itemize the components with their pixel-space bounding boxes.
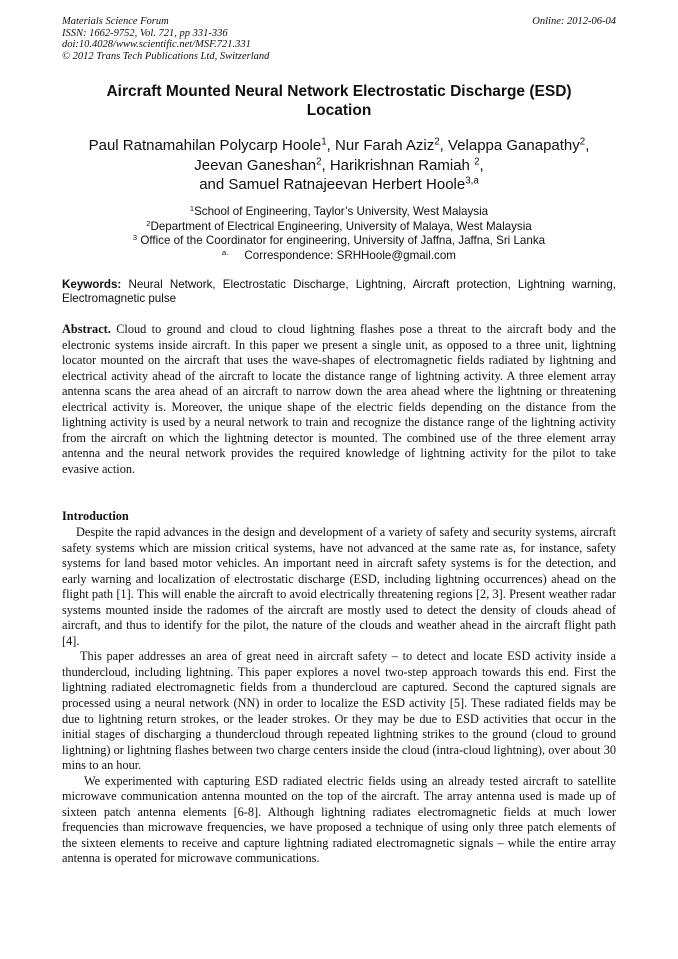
correspondence bbox=[62, 249, 616, 264]
affiliation-mark: 3 bbox=[132, 233, 138, 243]
online-date: Online: 2012-06-04 bbox=[532, 16, 616, 27]
journal-header bbox=[62, 16, 616, 62]
author-affil-mark: 2 bbox=[579, 136, 586, 148]
affiliation-3 bbox=[62, 234, 616, 249]
abstract bbox=[62, 322, 616, 477]
author-affil-mark: 2 bbox=[434, 136, 440, 148]
affiliation-text: Office of the Coordinator for engineering, University of Jaffna, Jaffna, Sri Lanka bbox=[140, 234, 546, 248]
author-line-3 bbox=[62, 175, 616, 195]
author-affil-mark: 1 bbox=[321, 136, 327, 148]
author-affil-mark: 2 bbox=[316, 156, 322, 168]
abstract-label: Abstract. bbox=[62, 322, 111, 336]
copyright-line: © 2012 Trans Tech Publications Ltd, Switzerland bbox=[62, 50, 270, 62]
correspondence-email: Correspondence: SRHHoole@gmail.com bbox=[244, 248, 456, 262]
author-conjunction: and bbox=[199, 176, 225, 193]
title-line-2: Location bbox=[306, 102, 372, 119]
correspondence-mark: a. bbox=[222, 247, 229, 257]
intro-paragraph-2: This paper addresses an area of great need in aircraft safety – to detect and locate ESD activity inside a thundercloud, including lightning. This paper explores a novel two-step approach towards this end. First the lightning radiated electromagnetic fields from a thundercloud are captured. Second the captured signals are processed using a neural network (NN) in order to localize the ESD activity [5]. These radiated fields may be due to lightning return strokes, or the leader strokes. Or they may be due to ESD activities that occur in the initial stages of discharging a thundercloud through repeated lightning strikes to the ground (cloud to ground lightning) or lightning flashes between two charge centers inside the cloud (intra-cloud lightning), over about 30 mins to an hour. bbox=[62, 649, 616, 773]
title-line-1: Aircraft Mounted Neural Network Electrostatic Discharge (ESD) bbox=[106, 83, 572, 100]
affiliation-1 bbox=[62, 205, 616, 220]
affiliations bbox=[62, 205, 616, 263]
author-name: Paul Ratnamahilan Polycarp Hoole bbox=[88, 137, 322, 154]
author-line-2: Jeevan Ganeshan$^2$, Harikrishnan Ramiah $^2$, bbox=[194, 156, 484, 174]
introduction-body bbox=[62, 525, 616, 867]
affiliation-text: School of Engineering, Taylor’s University, West Malaysia bbox=[194, 205, 489, 218]
introduction-heading: Introduction bbox=[62, 509, 129, 523]
author-name: Nur Farah Aziz bbox=[335, 137, 435, 154]
affiliation-mark: 1 bbox=[189, 203, 195, 213]
issn-line: ISSN: 1662-9752, Vol. 721, pp 331-336 bbox=[62, 27, 228, 39]
journal-name: Materials Science Forum bbox=[62, 16, 169, 27]
author-name: Velappa Ganapathy bbox=[448, 137, 580, 154]
keywords-text: Neural Network, Electrostatic Discharge, Lightning, Aircraft protection, Lightning warning, Electromagnetic pulse bbox=[62, 278, 616, 306]
doi-line: doi:10.4028/www.scientific.net/MSF.721.331 bbox=[62, 39, 251, 51]
affiliation-2 bbox=[62, 220, 616, 235]
paper-title bbox=[62, 82, 616, 120]
author-affil-mark: 2 bbox=[474, 156, 480, 168]
author-line-1: Paul Ratnamahilan Polycarp Hoole$^1$, Nur Farah Aziz$^2$, Velappa Ganapathy$^2$, bbox=[88, 136, 590, 154]
author-list bbox=[62, 136, 616, 195]
author-name: Samuel Ratnajeevan Herbert Hoole bbox=[228, 176, 466, 193]
keywords bbox=[62, 278, 616, 307]
affiliation-mark: 2 bbox=[146, 218, 151, 228]
intro-paragraph-1: Despite the rapid advances in the design and development of a variety of safety and security systems, aircraft safety systems which are mission critical systems, have not advanced at the same rate as, for instance, safety systems for land based motor vehicles. An important need in aircraft safety systems is for the detection, and early warning and localization of electrostatic discharge (ESD, including lightning occurrences) ahead on the flight path [1]. This will enable the aircraft to avoid electrically threatening regions [2, 3]. Present weather radar systems mounted inside the radomes of the aircraft are mostly used to detect the density of clouds ahead of aircraft, and thus to identify for the pilot, the nature of the clouds and weather ahead in the aircraft flight path [4]. bbox=[62, 525, 616, 648]
abstract-text: Cloud to ground and cloud to cloud lightning flashes pose a threat to the aircraft body and the electronic systems inside aircraft. In this paper we present a single unit, as opposed to a three unit, lightning locator mounted on the aircraft that uses the wave-shapes of electromagnetic fields radiated by lightning and electrical activity ahead of the aircraft to locate the distance range of lightning activity. A three element array antenna scans the area ahead of an aircraft to narrow down the area ahead where the lightning or threatening electrical activity is. Moreover, the unique shape of the electric fields depending on the distance from the lightning activity is used by a neural network to train and recognize the distance range of the lightning activity from the aircraft on which the lightning detector is mounted. The combined use of the three element array antenna and the neural network provides the required knowledge of lightning activity for the pilot to take evasive action. bbox=[62, 322, 616, 476]
keywords-label: Keywords: bbox=[62, 278, 122, 291]
affiliation-text: Department of Electrical Engineering, University of Malaya, West Malaysia bbox=[150, 219, 532, 233]
author-affil-mark: 3,a bbox=[465, 175, 479, 187]
author-name: Jeevan Ganeshan bbox=[194, 156, 317, 174]
intro-paragraph-3: We experimented with capturing ESD radiated electric fields using an already tested aircraft to satellite microwave communication antenna mounted on the top of the aircraft. The array antenna used is made up of sixteen patch antenna elements [6-8]. Although lightning radiates electromagnetic fields at much lower frequencies than microwave frequencies, we have proposed a technique of using only three patch elements of the sixteen elements to receive and capture lightning radiated electromagnetic signals – while the entire array antenna is operated for microwave communications. bbox=[62, 773, 616, 866]
author-name: Harikrishnan Ramiah bbox=[329, 156, 470, 174]
